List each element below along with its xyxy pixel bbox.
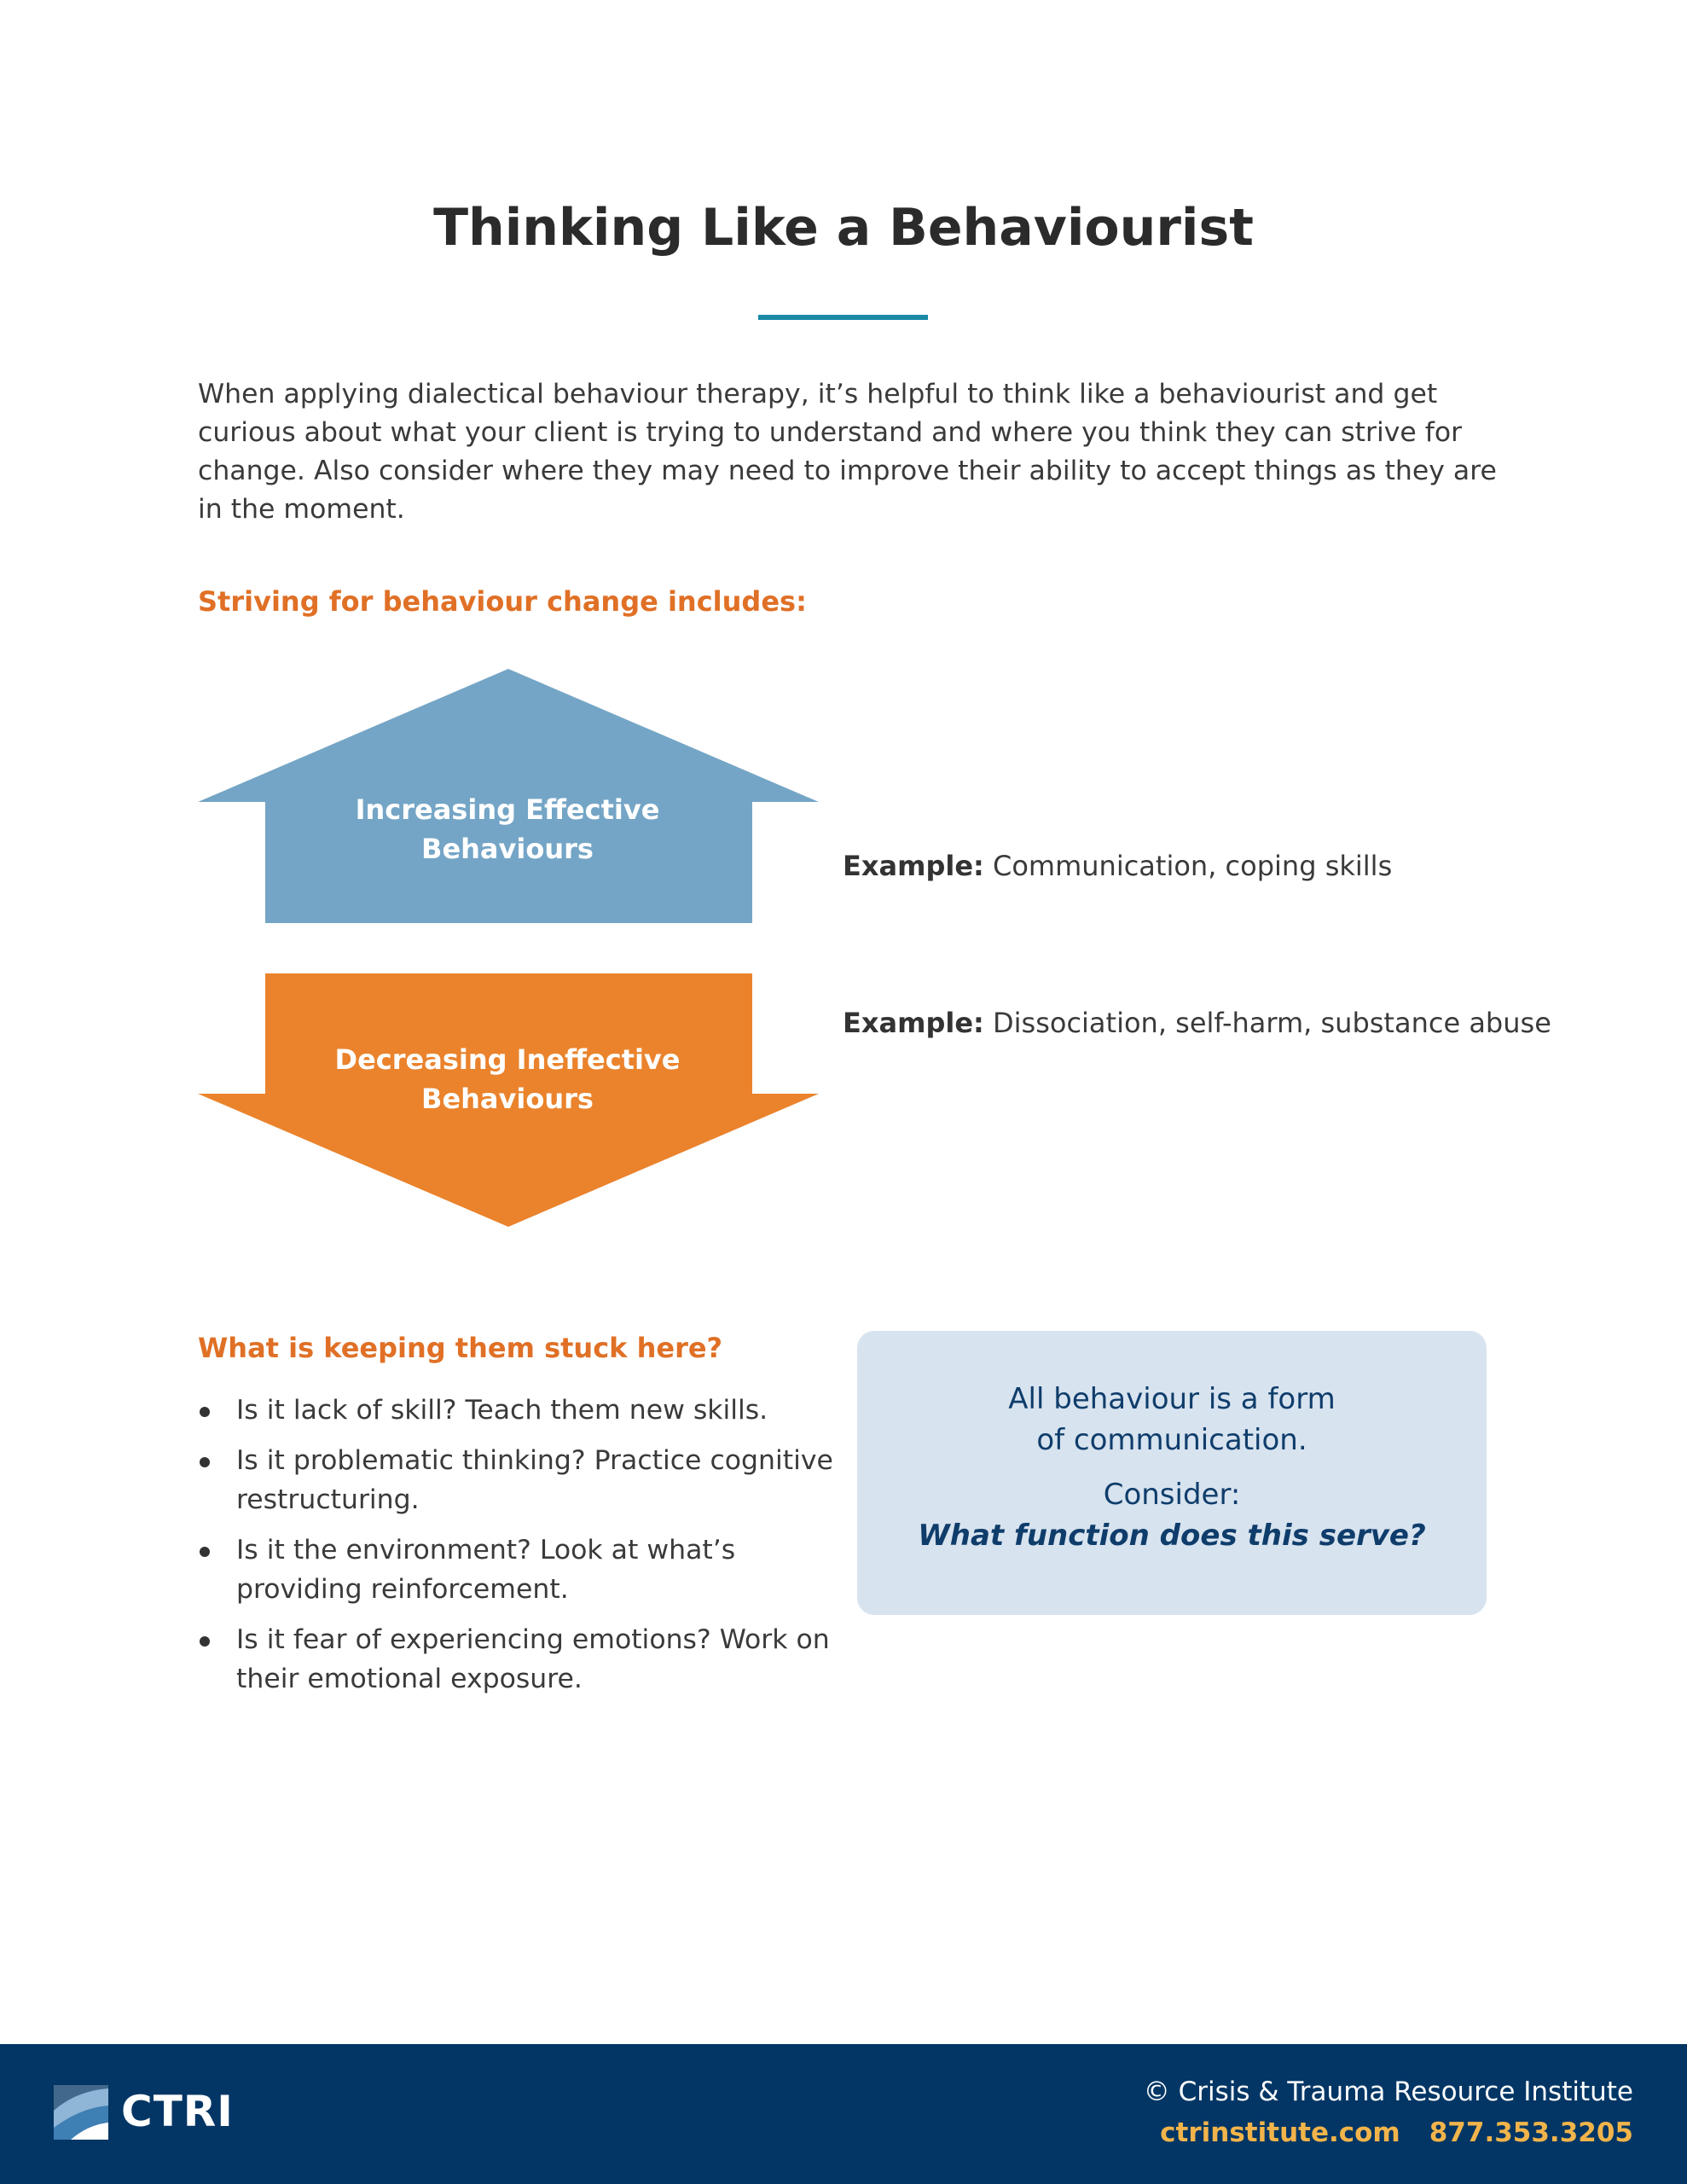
title-divider <box>758 315 928 320</box>
decrease-example <box>843 1007 1551 1039</box>
phone-number: 877.353.3205 <box>1429 2117 1633 2148</box>
stuck-heading: What is keeping them stuck here? <box>198 1332 723 1364</box>
callout-line1: All behaviour is a form <box>1008 1382 1336 1416</box>
increase-example-label: Example: <box>843 850 984 882</box>
callout-line3: Consider: <box>1103 1478 1241 1512</box>
increase-label-line1: Increasing Effective <box>355 793 660 826</box>
page-title: Thinking Like a Behaviourist <box>433 198 1254 258</box>
increase-example-text: Communication, coping skills <box>992 850 1393 882</box>
copyright-text: © Crisis & Trauma Resource Institute <box>1143 2077 1633 2107</box>
list-item: Is it lack of skill? Teach them new skills. <box>198 1391 846 1430</box>
footer <box>0 2044 1687 2184</box>
website-link[interactable]: ctrinstitute.com <box>1160 2117 1400 2148</box>
decrease-example-label: Example: <box>843 1007 984 1039</box>
list-item: Is it fear of experiencing emotions? Work on their emotional exposure. <box>198 1620 846 1699</box>
callout-question: What function does this serve? <box>918 1519 1426 1553</box>
increase-label-line2: Behaviours <box>421 833 594 865</box>
list-item: Is it problematic thinking? Practice cognitive restructuring. <box>198 1441 846 1519</box>
callout-line2: of communication. <box>1036 1423 1307 1457</box>
stuck-bullet-list <box>198 1391 846 1710</box>
change-heading: Striving for behaviour change includes: <box>198 585 807 618</box>
decrease-example text: Dissociation, self-harm, substance abuse <box>992 1007 1551 1039</box>
communication-callout <box>857 1331 1487 1615</box>
contact-info <box>1160 2117 1633 2148</box>
increase-example <box>843 850 1392 882</box>
decrease-label-line1: Decreasing Ineffective <box>334 1043 681 1076</box>
intro-paragraph: When applying dialectical behaviour therapy, it’s helpful to think like a behaviourist and get curious about what your client is trying to understand and where you think they can strive for change. Also consider where they may need to improve their ability to accept things as they are in the moment. <box>198 379 1497 525</box>
decrease-label-line2: Behaviours <box>421 1083 594 1115</box>
logo-text: CTRI <box>121 2087 234 2136</box>
decrease-arrow-label <box>269 1040 746 1118</box>
list-item: Is it the environment? Look at what’s providing reinforcement. <box>198 1531 846 1609</box>
increase-arrow-label <box>269 790 746 868</box>
ctri-logo-icon <box>54 2085 108 2140</box>
